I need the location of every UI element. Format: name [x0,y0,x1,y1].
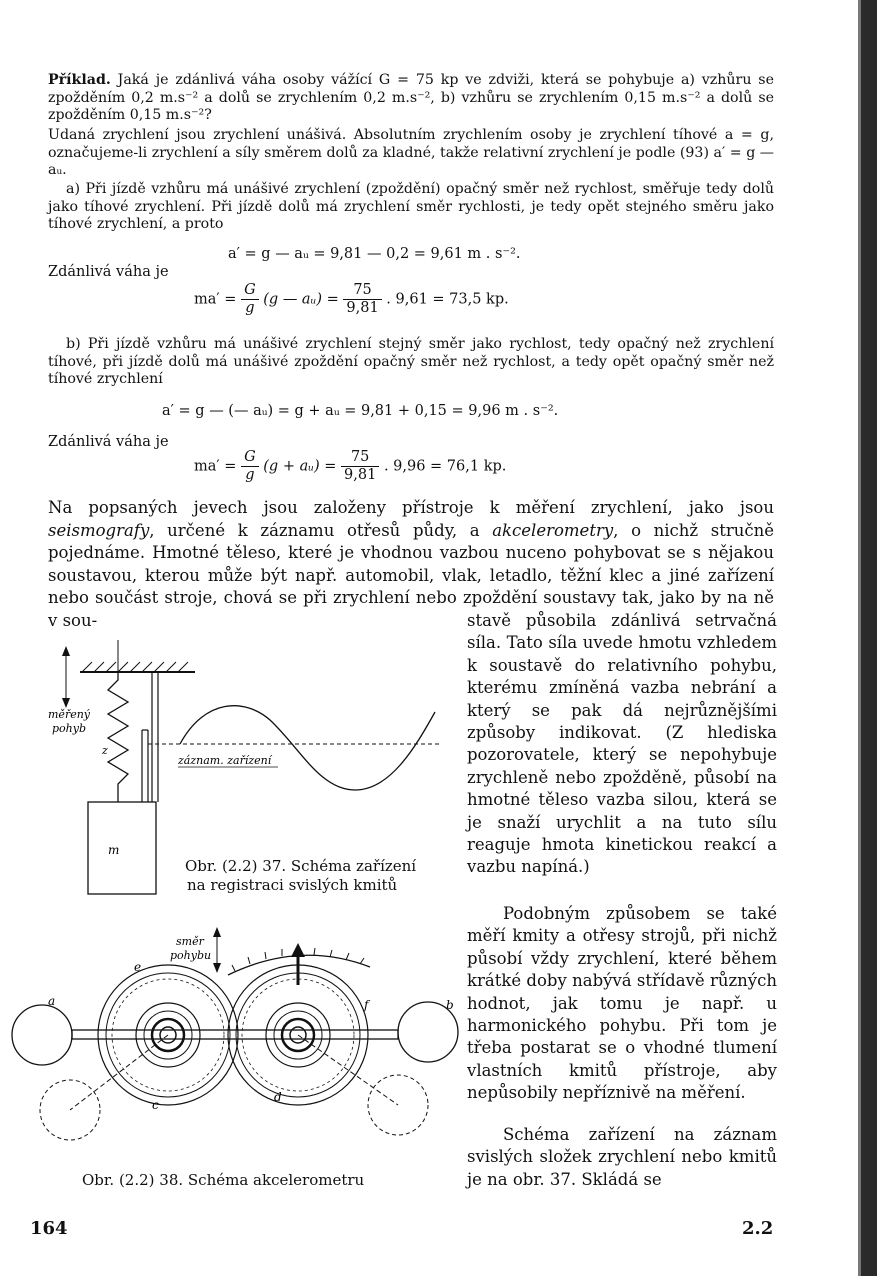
page-edge [861,0,877,1276]
eq-b2-frac1-den: g [245,467,255,483]
body-p1-b: , určené k záznamu otřesů půdy, a [149,520,493,540]
example-intro: Udaná zrychlení jsou zrychlení unášivá. Absolutním zrychlením osoby je zrychlení tíhové a = g, označujeme-li zrychlení a síly směrem dolů za kladné, takže relativní zrychlení je podle (93) a′ = g — aᵤ. [48,127,774,178]
eq-b2-rhs: . 9,96 = 76,1 kp. [383,458,507,475]
eq-a2-rhs: . 9,61 = 73,5 kp. [386,291,509,308]
label-recorder: záznam. zařízení [178,754,272,767]
eq-a2-frac1-den: g [245,300,255,316]
example-question-text: Jaká je zdánlivá váha osoby vážící G = 75 kp ve zdviži, která se pohybuje a) vzhůru se zpožděním 0,2 m.s⁻² a dolů se zrychlením 0,2 m.s⁻², b) vzhůru se zrychlením 0,15 m.s⁻² a dolů se zpožděním 0,15 m.s⁻²? [48,72,774,123]
figure-37-caption-2: na registraci svislých kmitů [187,876,398,894]
eq-a2-frac2 [343,282,381,317]
eq-a2-frac2-den: 9,81 [346,300,379,316]
label-f: f [364,998,369,1012]
example-part-b: b) Při jízdě vzhůru má unášivé zrychlení stejný směr jako rychlost, tedy opačný než zrychlení tíhové, při jízdě dolů má unášivé zpoždění opačný směr než rychlost, a tedy opět opačný směr než tíhové zrychlení [48,336,774,387]
label-direction: směr [176,935,204,948]
eq-b2-frac2 [341,449,379,484]
label-motion: pohyb [52,722,87,735]
eq-a2-mid: (g — aᵤ) = [263,291,339,308]
column-paragraph-1: stavě působila zdánlivá setrvačná síla. Tato síla uvede hmotu vzhledem k soustavě do relativního pohybu, kterému zmíněná vazba nebrání a který se pak dá nejrůznějšími způsoby indikovat. (Z hlediska pozorovatele, který se nepohybuje zrychleně nebo zpožděně, působí na hmotné těleso vazba silou, která se je snaží urychlit a na tuto sílu reaguje hmota kinetickou reakcí a vazbu napíná.) [467,611,777,877]
equation-b: a′ = g — (— aᵤ) = g + aᵤ = 9,81 + 0,15 = 9,96 m . s⁻². [162,403,559,419]
eq-a2-frac2-num: 75 [343,282,381,300]
example-label: Příklad. [48,72,111,88]
label-c: c [152,1098,159,1112]
figure-38-diagram [10,925,462,1165]
weight-label-a: Zdánlivá váha je [48,264,169,280]
eq-b2-frac1 [241,449,259,484]
figure-38-caption: Obr. (2.2) 38. Schéma akcelerometru [82,1171,365,1189]
body-p1-seismografy: seismografy [48,520,150,540]
eq-b2-frac2-den: 9,81 [344,467,377,483]
weight-label-b: Zdánlivá váha je [48,434,169,450]
label-d: d [274,1090,282,1104]
eq-b2-mid: (g + aᵤ) = [263,458,337,475]
label-b: b [446,998,454,1012]
eq-b2-frac2-num: 75 [341,449,379,467]
label-m: m [108,843,120,857]
figure-37-caption-1: Obr. (2.2) 37. Schéma zařízení [185,857,417,875]
body-p1-akcelerometry: akcelerometry [492,520,614,540]
label-e: e [134,960,142,974]
equation-a: a′ = g — aᵤ = 9,81 — 0,2 = 9,61 m . s⁻². [228,246,521,262]
column-paragraph-2: Podobným způsobem se také měří kmity a otřesy strojů, při nichž působí vždy zrychlení, které během krátké doby nabývá střídavě různých hodnot, jak tomu je např. u harmonického pohybu. Při tom je třeba postarat se o vhodné tlumení vlastních kmitů přístroje, aby nepůsobily nepříznivě na měření. [467,904,777,1103]
label-a: a [48,994,56,1008]
example-part-a: a) Při jízdě vzhůru má unášivé zrychlení (zpoždění) opačný směr než rychlost, směřuje tedy dolů jako tíhové zrychlení. Při jízdě dolů má zrychlení směr rychlosti, je tedy opět stejného směru jako tíhové zrychlení, a proto [48,181,774,232]
eq-b2-lhs: ma′ = [194,458,237,475]
body-p1-a: Na popsaných jevech jsou založeny přístroje k měření zrychlení, jako jsou [48,498,774,517]
eq-a2-frac1-num: G [241,282,259,300]
equation-b2 [194,449,506,484]
column-paragraph-3: Schéma zařízení na záznam svislých složek zrychlení nebo kmitů je na obr. 37. Skládá se [467,1125,777,1189]
body-p1-c: , o nichž stručně pojednáme. Hmotné těleso, které je vhodnou vazbou nuceno pohybovat se s nějakou soustavou, kterou může být např. automobil, vlak, letadlo, těžní klec a jiné zařízení nebo součást stroje, chová se při zrychlení nebo zpoždění soustavy tak, jako by na ně v sou- [48,520,774,630]
label-direction-motion: pohybu [170,949,212,962]
equation-a2 [194,282,509,317]
eq-b2-frac1-num: G [241,449,259,467]
label-z: z [102,744,108,757]
page-number: 164 [30,1218,68,1239]
section-number: 2.2 [742,1218,774,1239]
label-measured: měřený [48,708,91,721]
eq-a2-frac1 [241,282,259,317]
eq-a2-lhs: ma′ = [194,291,237,308]
example-question [48,72,774,125]
